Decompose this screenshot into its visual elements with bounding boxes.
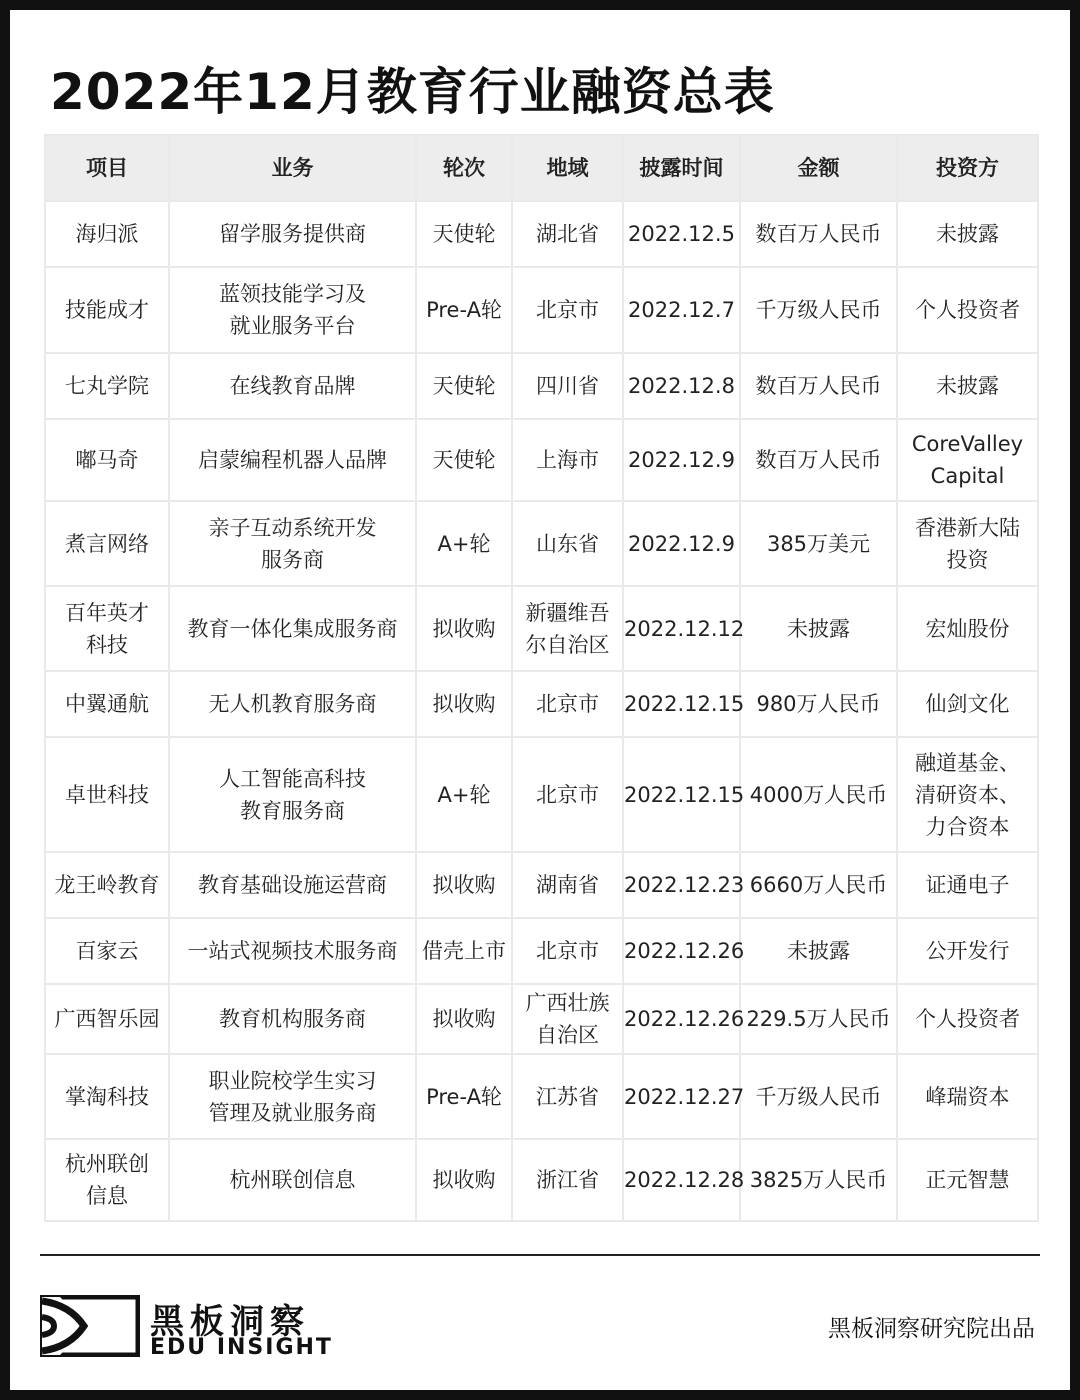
table-cell: Pre-A轮 bbox=[416, 267, 512, 353]
table-row bbox=[45, 984, 1038, 1054]
column-header: 披露时间 bbox=[623, 135, 740, 201]
table-cell: 拟收购 bbox=[416, 984, 512, 1054]
brand-name-en: EDU INSIGHT bbox=[150, 1335, 333, 1360]
table-cell: 嘟马奇 bbox=[45, 419, 169, 501]
table-cell: 6660万人民币 bbox=[740, 852, 897, 918]
column-header: 地域 bbox=[512, 135, 623, 201]
table-cell: 980万人民币 bbox=[740, 671, 897, 737]
table-row bbox=[45, 267, 1038, 353]
financing-table bbox=[44, 134, 1039, 1222]
table-cell: 公开发行 bbox=[897, 918, 1038, 984]
table-cell: 中翼通航 bbox=[45, 671, 169, 737]
table-cell: 人工智能高科技 教育服务商 bbox=[169, 737, 416, 852]
table-cell: 2022.12.15 bbox=[623, 671, 740, 737]
table-cell: 2022.12.12 bbox=[623, 586, 740, 671]
edu-insight-logo-icon bbox=[40, 1295, 140, 1357]
table-cell: 正元智慧 bbox=[897, 1139, 1038, 1221]
table-cell: 未披露 bbox=[897, 353, 1038, 419]
table-cell: 掌淘科技 bbox=[45, 1054, 169, 1139]
table-cell: 拟收购 bbox=[416, 671, 512, 737]
table-cell: 湖北省 bbox=[512, 201, 623, 267]
table-cell: 2022.12.23 bbox=[623, 852, 740, 918]
table-cell: 杭州联创信息 bbox=[169, 1139, 416, 1221]
column-header: 金额 bbox=[740, 135, 897, 201]
table-cell: 北京市 bbox=[512, 671, 623, 737]
brand-name: 黑板洞察 bbox=[150, 1302, 310, 1342]
column-header: 投资方 bbox=[897, 135, 1038, 201]
table-cell: 职业院校学生实习 管理及就业服务商 bbox=[169, 1054, 416, 1139]
table-cell: 2022.12.27 bbox=[623, 1054, 740, 1139]
table-cell: 229.5万人民币 bbox=[740, 984, 897, 1054]
divider bbox=[40, 1254, 1040, 1256]
table-row bbox=[45, 671, 1038, 737]
table-cell: 个人投资者 bbox=[897, 267, 1038, 353]
table-cell: 湖南省 bbox=[512, 852, 623, 918]
table-row bbox=[45, 501, 1038, 586]
credit-text: 黑板洞察研究院出品 bbox=[828, 1316, 1035, 1342]
table-cell: 教育一体化集成服务商 bbox=[169, 586, 416, 671]
table-cell: 千万级人民币 bbox=[740, 1054, 897, 1139]
table-cell: 2022.12.26 bbox=[623, 984, 740, 1054]
table-cell: 一站式视频技术服务商 bbox=[169, 918, 416, 984]
table-cell: 北京市 bbox=[512, 737, 623, 852]
table-cell: 宏灿股份 bbox=[897, 586, 1038, 671]
table-cell: 亲子互动系统开发 服务商 bbox=[169, 501, 416, 586]
table-row bbox=[45, 1139, 1038, 1221]
table-cell: 2022.12.9 bbox=[623, 501, 740, 586]
table-cell: 四川省 bbox=[512, 353, 623, 419]
table-cell: 2022.12.28 bbox=[623, 1139, 740, 1221]
table-cell: 技能成才 bbox=[45, 267, 169, 353]
column-header: 业务 bbox=[169, 135, 416, 201]
table-cell: 上海市 bbox=[512, 419, 623, 501]
table-cell: 蓝领技能学习及 就业服务平台 bbox=[169, 267, 416, 353]
table-cell: 借壳上市 bbox=[416, 918, 512, 984]
table-cell: A+轮 bbox=[416, 737, 512, 852]
table-cell: 龙王岭教育 bbox=[45, 852, 169, 918]
table-cell: 在线教育品牌 bbox=[169, 353, 416, 419]
table-cell: CoreValley Capital bbox=[897, 419, 1038, 501]
table-cell: 香港新大陆 投资 bbox=[897, 501, 1038, 586]
table-cell: 未披露 bbox=[740, 918, 897, 984]
table-cell: 教育机构服务商 bbox=[169, 984, 416, 1054]
table-cell: 新疆维吾 尔自治区 bbox=[512, 586, 623, 671]
table-cell: 广西智乐园 bbox=[45, 984, 169, 1054]
table-cell: 广西壮族 自治区 bbox=[512, 984, 623, 1054]
column-header: 轮次 bbox=[416, 135, 512, 201]
table-cell: 数百万人民币 bbox=[740, 353, 897, 419]
table-cell: 北京市 bbox=[512, 267, 623, 353]
table-cell: 个人投资者 bbox=[897, 984, 1038, 1054]
page-title: 2022年12月教育行业融资总表 bbox=[50, 63, 775, 121]
table-cell: 千万级人民币 bbox=[740, 267, 897, 353]
column-header: 项目 bbox=[45, 135, 169, 201]
table-cell: 天使轮 bbox=[416, 419, 512, 501]
table-cell: 3825万人民币 bbox=[740, 1139, 897, 1221]
table-cell: 江苏省 bbox=[512, 1054, 623, 1139]
table-cell: 教育基础设施运营商 bbox=[169, 852, 416, 918]
page bbox=[10, 10, 1070, 1390]
table-cell: 拟收购 bbox=[416, 586, 512, 671]
table-cell: 山东省 bbox=[512, 501, 623, 586]
table-cell: 2022.12.15 bbox=[623, 737, 740, 852]
table-cell: 融道基金、 清研资本、 力合资本 bbox=[897, 737, 1038, 852]
table-row bbox=[45, 1054, 1038, 1139]
table-cell: 数百万人民币 bbox=[740, 419, 897, 501]
table-cell: A+轮 bbox=[416, 501, 512, 586]
table-cell: 卓世科技 bbox=[45, 737, 169, 852]
header-row bbox=[45, 135, 1038, 201]
table-cell: 百家云 bbox=[45, 918, 169, 984]
table-cell: 煮言网络 bbox=[45, 501, 169, 586]
table-cell: 天使轮 bbox=[416, 201, 512, 267]
table-cell: 未披露 bbox=[897, 201, 1038, 267]
table-cell: 天使轮 bbox=[416, 353, 512, 419]
table-cell: 北京市 bbox=[512, 918, 623, 984]
table-cell: 证通电子 bbox=[897, 852, 1038, 918]
table-cell: 海归派 bbox=[45, 201, 169, 267]
table-row bbox=[45, 419, 1038, 501]
table-cell: 2022.12.26 bbox=[623, 918, 740, 984]
table-cell: 拟收购 bbox=[416, 1139, 512, 1221]
table-cell: 启蒙编程机器人品牌 bbox=[169, 419, 416, 501]
table-row bbox=[45, 737, 1038, 852]
table-cell: 2022.12.9 bbox=[623, 419, 740, 501]
table-cell: 七丸学院 bbox=[45, 353, 169, 419]
table-cell: 峰瑞资本 bbox=[897, 1054, 1038, 1139]
table-cell: 2022.12.7 bbox=[623, 267, 740, 353]
table-cell: 杭州联创 信息 bbox=[45, 1139, 169, 1221]
table-cell: 百年英才 科技 bbox=[45, 586, 169, 671]
table-row bbox=[45, 353, 1038, 419]
table-cell: 拟收购 bbox=[416, 852, 512, 918]
table-cell: 2022.12.5 bbox=[623, 201, 740, 267]
table-cell: 浙江省 bbox=[512, 1139, 623, 1221]
table-row bbox=[45, 918, 1038, 984]
table-cell: 留学服务提供商 bbox=[169, 201, 416, 267]
table-row bbox=[45, 201, 1038, 267]
table-cell: 2022.12.8 bbox=[623, 353, 740, 419]
table-cell: 385万美元 bbox=[740, 501, 897, 586]
table-cell: 仙剑文化 bbox=[897, 671, 1038, 737]
table-cell: 无人机教育服务商 bbox=[169, 671, 416, 737]
table-cell: 4000万人民币 bbox=[740, 737, 897, 852]
table-row bbox=[45, 586, 1038, 671]
table-row bbox=[45, 852, 1038, 918]
table-cell: 未披露 bbox=[740, 586, 897, 671]
table-cell: Pre-A轮 bbox=[416, 1054, 512, 1139]
table-cell: 数百万人民币 bbox=[740, 201, 897, 267]
